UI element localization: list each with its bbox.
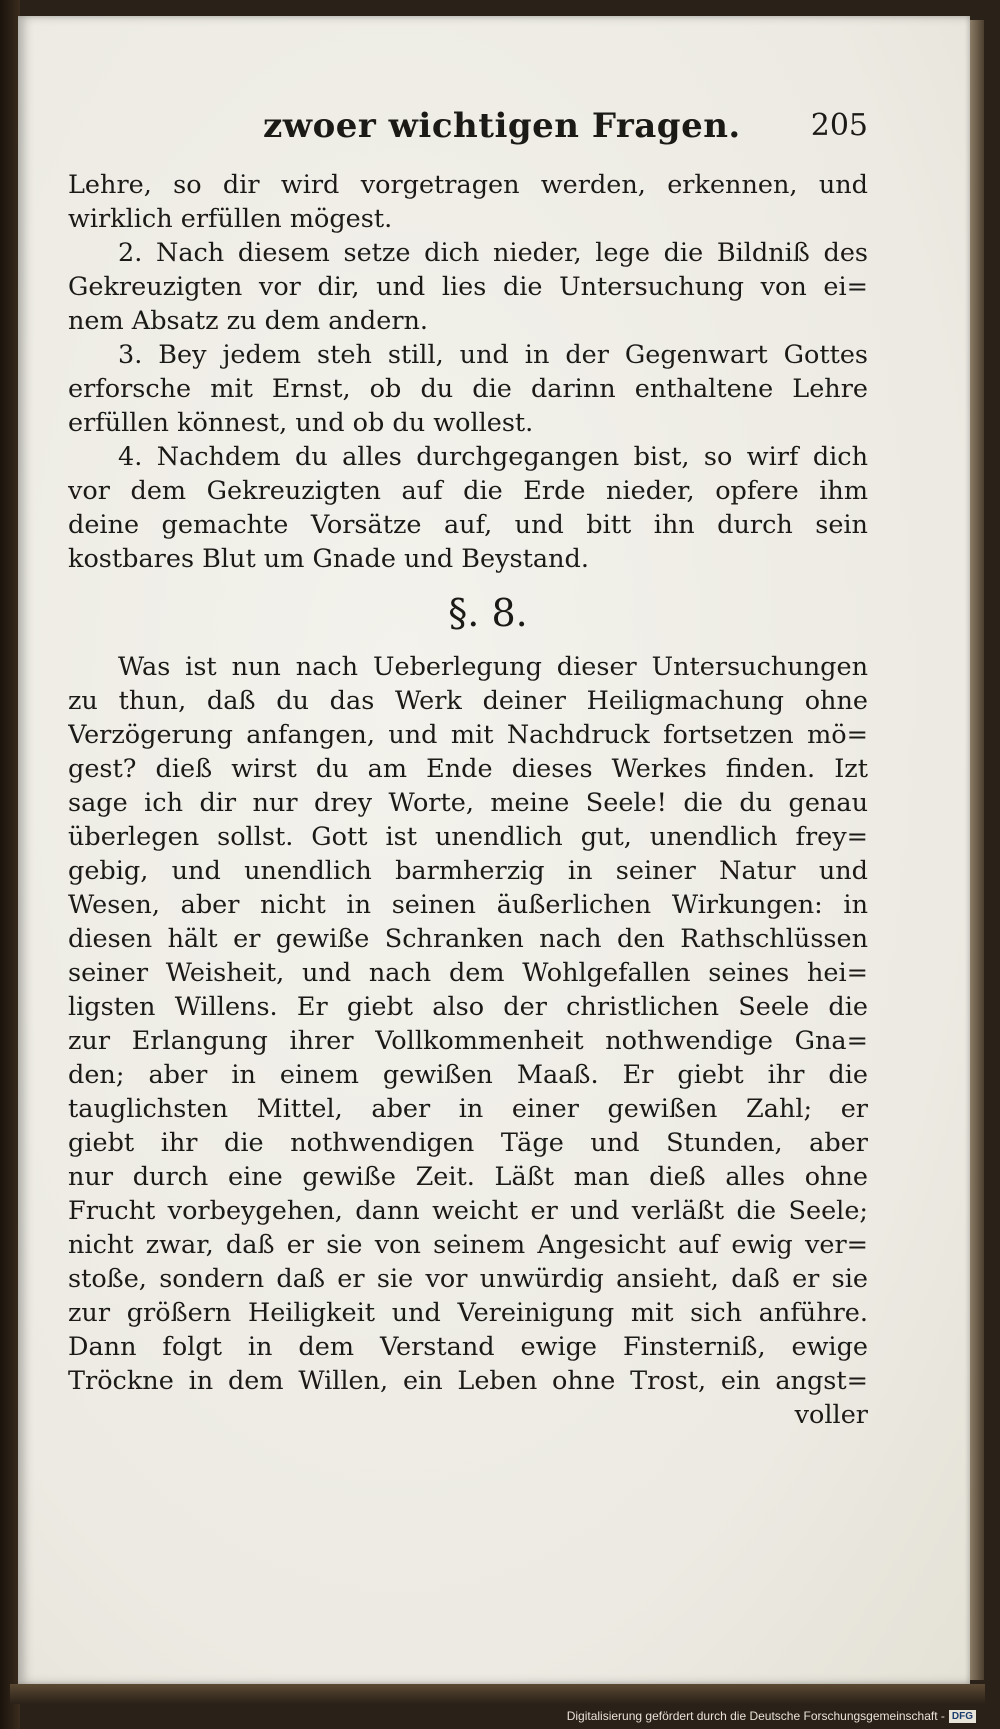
text-line: überlegen sollst. Gott ist unendlich gut, unendlich frey=	[68, 822, 868, 852]
running-head	[48, 106, 868, 156]
text-line: kostbares Blut um Gnade und Beystand.	[68, 544, 589, 574]
text-line: Wesen, aber nicht in seinen äußerlichen Wirkungen: in	[68, 890, 868, 920]
text-line: Verzögerung anfangen, und mit Nachdruck fortsetzen mö=	[68, 720, 868, 750]
text-line: Tröckne in dem Willen, ein Leben ohne Trost, ein angst=	[68, 1366, 868, 1396]
text-line: 2. Nach diesem setze dich nieder, lege die Bildniß des	[118, 238, 868, 268]
catchword: voller	[794, 1400, 868, 1430]
text-line: tauglichsten Mittel, aber in einer gewißen Zahl; er	[68, 1094, 868, 1124]
book-page	[18, 16, 970, 1684]
dfg-logo: DFG	[949, 1710, 976, 1723]
page-edge-right	[970, 20, 984, 1680]
section-heading: §. 8.	[448, 591, 528, 635]
text-line: nicht zwar, daß er sie von seinem Angesicht auf ewig ver=	[68, 1230, 868, 1260]
text-line: nur durch eine gewiße Zeit. Läßt man dieß alles ohne	[68, 1162, 868, 1192]
text-line: zur Erlangung ihrer Vollkommenheit nothwendige Gna=	[68, 1026, 868, 1056]
text-line: sage ich dir nur drey Worte, meine Seele! die du genau	[68, 788, 868, 818]
text-line: deine gemachte Vorsätze auf, und bitt ihn durch sein	[68, 510, 868, 540]
text-line: seiner Weisheit, und nach dem Wohlgefallen seines hei=	[68, 958, 868, 988]
text-line: diesen hält er gewiße Schranken nach den Rathschlüssen	[68, 924, 868, 954]
book-binding	[0, 0, 20, 1729]
text-line: zur größern Heiligkeit und Vereinigung mit sich anführe.	[68, 1298, 868, 1328]
text-line: ligsten Willens. Er giebt also der christlichen Seele die	[68, 992, 868, 1022]
text-line: giebt ihr die nothwendigen Täge und Stunden, aber	[68, 1128, 868, 1158]
text-line: vor dem Gekreuzigten auf die Erde nieder, opfere ihm	[68, 476, 868, 506]
text-line: zu thun, daß du das Werk deiner Heiligmachung ohne	[68, 686, 868, 716]
body-text	[68, 168, 868, 1432]
text-line: 4. Nachdem du alles durchgegangen bist, so wirf dich	[118, 442, 868, 472]
text-line: 3. Bey jedem steh still, und in der Gegenwart Gottes	[118, 340, 868, 370]
page-edge-bottom	[10, 1684, 985, 1704]
text-line: Lehre, so dir wird vorgetragen werden, erkennen, und	[68, 170, 868, 200]
text-line: den; aber in einem gewißen Maaß. Er giebt ihr die	[68, 1060, 868, 1090]
text-line: stoße, sondern daß er sie vor unwürdig ansieht, daß er sie	[68, 1264, 868, 1294]
text-line: Was ist nun nach Ueberlegung dieser Untersuchungen	[118, 652, 868, 682]
running-title: zwoer wichtigen Fragen.	[263, 106, 741, 146]
text-line: gest? dieß wirst du am Ende dieses Werkes finden. Izt	[68, 754, 868, 784]
credit-text: Digitalisierung gefördert durch die Deutsche Forschungsgemeinschaft -	[566, 1709, 945, 1723]
text-line: Dann folgt in dem Verstand ewige Finsterniß, ewige	[68, 1332, 868, 1362]
digitization-credit	[567, 1709, 976, 1723]
text-line: erfüllen könnest, und ob du wollest.	[68, 408, 534, 438]
text-line: wirklich erfüllen mögest.	[68, 204, 393, 234]
page-number: 205	[810, 108, 868, 143]
text-line: nem Absatz zu dem andern.	[68, 306, 429, 336]
text-line: gebig, und unendlich barmherzig in seiner Natur und	[68, 856, 868, 886]
text-line: erforsche mit Ernst, ob du die darinn enthaltene Lehre	[68, 374, 868, 404]
text-line: Gekreuzigten vor dir, und lies die Untersuchung von ei=	[68, 272, 868, 302]
text-line: Frucht vorbeygehen, dann weicht er und verläßt die Seele;	[68, 1196, 868, 1226]
